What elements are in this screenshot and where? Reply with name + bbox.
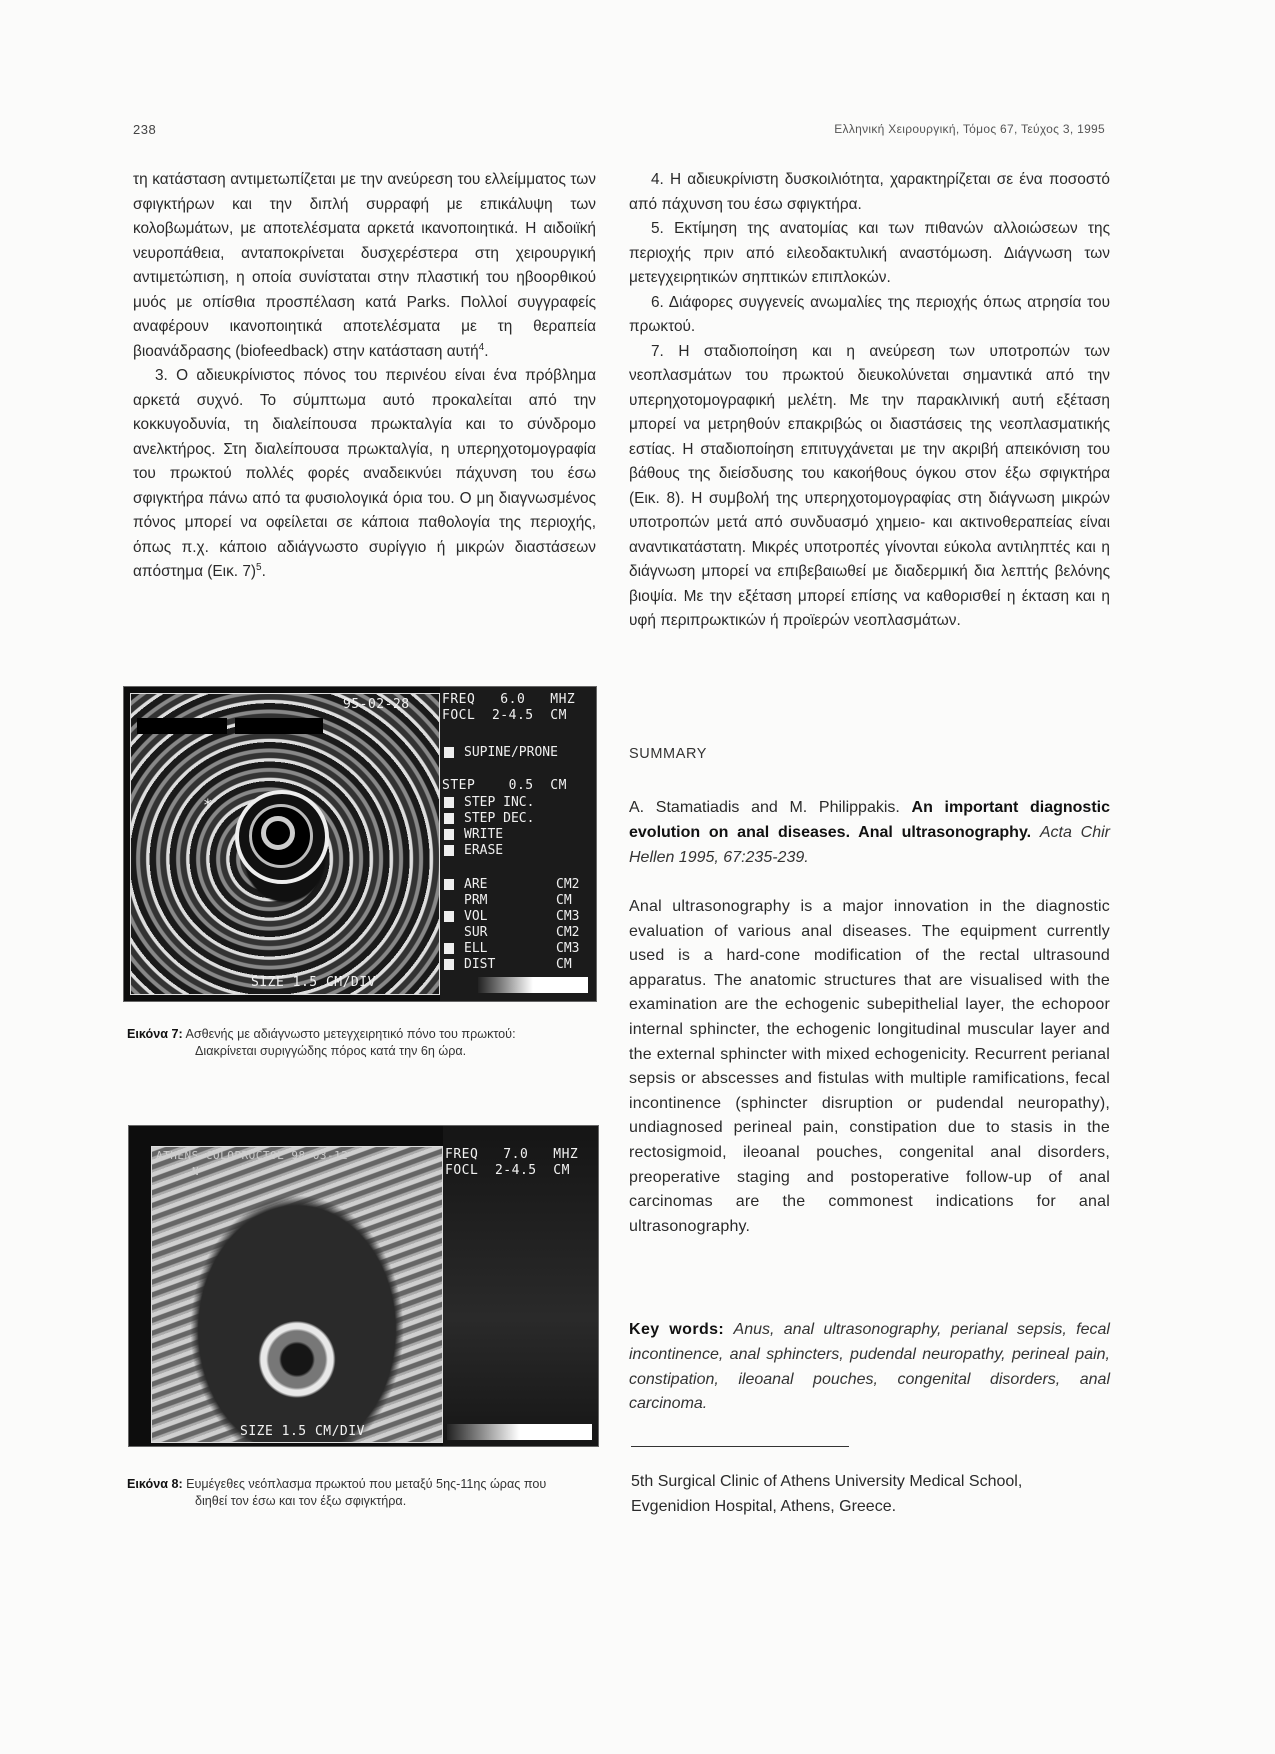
grayscale-bar	[447, 1424, 592, 1440]
asterisk-marker: *	[203, 795, 214, 814]
scan-date: 95-02-28	[343, 697, 410, 712]
checkbox-icon	[444, 813, 454, 824]
scale-label: SIZE 1.5 CM/DIV	[240, 1424, 365, 1439]
authors: A. Stamatiadis and M. Philippakis.	[629, 799, 900, 816]
footnote-divider	[631, 1446, 849, 1447]
paragraph: 3. Ο αδιευκρίνιστος πόνος του περινέου είναι ένα πρόβλημα αρκετά συχνό. Το σύμπτωμα αυτό προκαλείται από την κοκκυγοδυνία, τη διαλείπουσα πρωκταλγία και το σύνδρομο ανελκτήρος. Στη διαλείπουσα πρωκταλγία, η υπερηχοτομογραφία του πρωκτού πολλές φορές αναδεικνύει πάχυνση του έσω σφιγκτήρα πάνω από τα φυσιολογικά όρια του. Ο μη διαγνωσμένος πόνος μπορεί να οφείλεται σε κάποια παθολογία της περιοχής, όπως π.χ. κάποιο αδιάγνωστο συρίγγιο ή μικρών διαστάσεων απόστημα (Εικ. 7)$^5$.	[133, 367, 596, 580]
grayscale-bar	[478, 977, 588, 993]
right-column	[629, 168, 1110, 634]
measure-perimeter: PRM CM	[464, 893, 572, 908]
menu-write: WRITE	[444, 827, 503, 842]
checkbox-icon	[444, 845, 454, 856]
menu-supine-prone: SUPINE/PRONE	[444, 745, 558, 760]
summary-heading: SUMMARY	[629, 746, 708, 762]
menu-step-inc: STEP INC.	[444, 795, 534, 810]
paragraph: 6. Διάφορες συγγενείς ανωμαλίες της περιοχής όπως ατρησία του πρωκτού.	[629, 293, 1110, 335]
checkbox-icon	[444, 943, 454, 954]
keywords-label: Key words:	[629, 1321, 725, 1338]
figure-8-ultrasound	[128, 1125, 599, 1447]
figure-7-ultrasound	[123, 686, 597, 1002]
menu-erase: ERASE	[444, 843, 503, 858]
checkbox-icon	[444, 747, 454, 758]
checkbox-icon	[444, 797, 454, 808]
article-title: An important diagnostic evolution on anal diseases. Anal ultrasonography.	[629, 799, 1111, 841]
measure-ellipse: ELL CM3	[444, 941, 487, 956]
freq-readout: FREQ 7.0 MHZ	[445, 1147, 579, 1162]
probe-ring-inner	[261, 816, 295, 850]
figure-8-caption: Εικόνα 8: Ευμέγεθες νεόπλασμα πρωκτού που μεταξύ 5ης-11ης ώρας που διηθεί τον έσω και τον έξω σφιγκτήρα.	[127, 1477, 547, 1508]
affiliation: 5th Surgical Clinic of Athens University Medical School, Evgenidion Hospital, Athens, Greece.	[631, 1473, 1023, 1515]
footnote-ref: 5	[256, 561, 262, 573]
measure-area: ARE CM2	[444, 877, 487, 892]
focal-readout: FOCL 2-4.5 CM	[445, 1163, 570, 1178]
summary-citation	[629, 795, 1110, 870]
ultrasound-image	[130, 693, 440, 995]
english-abstract: Anal ultrasonography is a major innovation in the diagnostic evaluation of various anal diseases. The equipment currently used is a hard-cone modification of the rectal ultrasound apparatus. The anatomic structures that are visualised with the examination are the echogenic subepithelial layer, the echopoor internal sphincter, the echogenic longitudinal muscular layer and the external sphincter with mixed echogenicity. Recurrent perianal sepsis or abscesses and fistulas with multiple ramifications, fecal incontinence (sphincter disruption or pudendal neuropathy), undiagnosed perineal pain, constipation due to stasis in the rectosigmoid, ileoanal pouches, congenital anal disorders, preoperative staging and postoperative follow-up of anal carcinomas are the commonest indications for anal ultrasonography.	[629, 898, 1110, 1235]
checkbox-icon	[444, 829, 454, 840]
running-head: Ελληνική Χειρουργική, Τόμος 67, Τεύχος 3, 1995	[834, 122, 1105, 136]
keywords-list: Anus, anal ultrasonography, perianal sepsis, fecal incontinence, anal sphincters, pudendal neuropathy, perineal pain, constipation, ileoanal pouches, congenital disorders, anal carcinoma.	[629, 1321, 1110, 1413]
figure-label: Εικόνα 8:	[127, 1477, 183, 1491]
measure-distance: DIST CM	[444, 957, 495, 972]
paragraph: τη κατάσταση αντιμετωπίζεται με την ανεύρεση του ελλείμματος των σφιγκτήρων και την διπλή συρραφή με επικάλυψη των κολοβωμάτων, με αποτελέσματα αρκετά ικανοποιητικά. Η αιδοιϊκή νευροπάθεια, ανταποκρίνεται δυσχερέστερα στη χειρουργική αντιμετώπιση, η οποία συνίσταται στην πλαστική του ηβοορθικού μυός με οπίσθια προσπέλαση κατά Parks. Πολλοί συγγραφείς αναφέρουν ικανοποιητικά αποτελέσματα με τη θεραπεία βιοανάδρασης (biofeedback) στην κατάσταση αυτή$^4$.	[133, 171, 596, 360]
checkbox-icon	[444, 911, 454, 922]
measure-surface: SUR CM2	[464, 925, 580, 940]
redaction-bar	[137, 718, 227, 734]
paragraph: 4. Η αδιευκρίνιστη δυσκοιλιότητα, χαρακτηρίζεται σε ένα ποσοστό από πάχυνση του έσω σφιγκτήρα.	[629, 171, 1110, 213]
focal-readout: FOCL 2-4.5 CM	[442, 708, 567, 723]
figure-7-caption: Εικόνα 7: Ασθενής με αδιάγνωστο μετεγχειρητικό πόνο του πρωκτού: Διακρίνεται συριγγώδης πόρος κατά την 6η ώρα.	[127, 1027, 516, 1058]
scan-header: ATHENS COLOPROCTOL 98-03-12	[156, 1149, 349, 1162]
left-column	[133, 168, 596, 585]
checkbox-icon	[444, 879, 454, 890]
freq-readout: FREQ 6.0 MHZ	[442, 692, 576, 707]
journal-reference: Acta Chir Hellen 1995, 67:235-239.	[629, 824, 1110, 866]
page-number: 238	[133, 122, 157, 137]
ultrasound-image	[151, 1146, 443, 1443]
figure-label: Εικόνα 7:	[127, 1027, 183, 1041]
ultrasound-settings-panel	[440, 687, 596, 1001]
step-readout: STEP 0.5 CM	[442, 778, 567, 793]
scan-subheader: N	[192, 1165, 200, 1178]
checkbox-icon	[444, 959, 454, 970]
redaction-bar	[235, 718, 323, 734]
scale-label: SIZE 1.5 CM/DIV	[251, 975, 376, 990]
ultrasound-settings-panel	[443, 1126, 598, 1446]
paragraph: 5. Εκτίμηση της ανατομίας και των πιθανών αλλοιώσεων της περιοχής πριν από ειλεοδακτυλική αναστόμωση. Διάγνωση των μετεγχειρητικών σηπτικών επιπλοκών.	[629, 220, 1110, 286]
keywords	[629, 1318, 1110, 1417]
menu-step-dec: STEP DEC.	[444, 811, 534, 826]
footnote-ref: 4	[478, 341, 485, 353]
paragraph: 7. Η σταδιοποίηση και η ανεύρεση των υποτροπών των νεοπλασμάτων του πρωκτού διευκολύνεται σημαντικά από την υπερηχοτομογραφική μελέτη. Με την παρακλινική αυτή εξέταση μπορεί να μετρηθούν επακριβώς οι διαστάσεις της νεοπλασματικής εστίας. Η σταδιοποίηση επιτυγχάνεται με την ακριβή απεικόνιση του βάθους της διείσδυσης του κακοήθους όγκου στον έξω σφιγκτήρα (Εικ. 8). Η συμβολή της υπερηχοτομογραφίας στη διάγνωση μικρών υποτροπών μετά από συνδυασμό χημειο- και ακτινοθεραπείας είναι αναντικατάστατη. Μικρές υποτροπές γίνονται εύκολα αντιληπτές και η διάγνωση μπορεί να επιβεβαιωθεί με διαδερμική δια λεπτής βελόνης βιοψία. Με την εξέταση μπορεί επίσης να καθορισθεί η έκταση και η υφή περιπρωκτικών ή προϊερών νεοπλασμάτων.	[629, 342, 1110, 629]
measure-volume: VOL CM3	[444, 909, 487, 924]
